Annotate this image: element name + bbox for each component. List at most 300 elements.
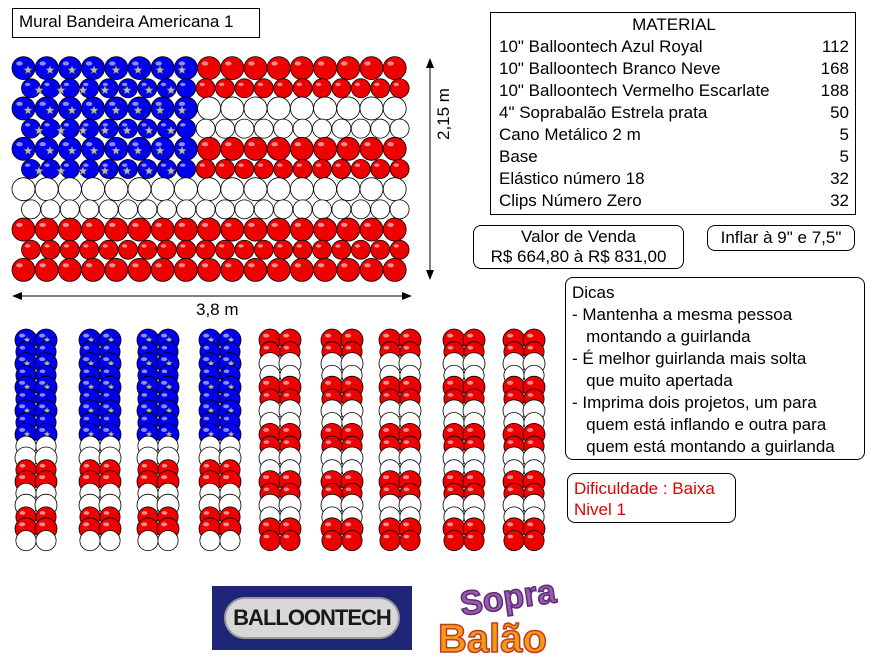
flag-balloon [58,97,81,120]
flag-balloon [337,258,360,281]
balloon-highlight [263,381,269,385]
balloon-highlight [325,428,331,432]
flag-balloon [221,97,244,120]
balloon-highlight [103,428,109,432]
balloon-highlight [297,163,302,166]
flag-balloon [22,119,41,138]
balloon-highlight [468,535,474,539]
balloon-highlight [39,61,45,65]
balloon-highlight [403,381,409,385]
balloon-highlight [318,223,324,227]
flag-balloon [216,240,235,259]
balloon-highlight [103,163,108,166]
flag-balloon [360,178,383,201]
balloon-highlight [19,334,25,338]
balloon-highlight [283,381,289,385]
balloon-highlight [384,440,390,444]
balloon-highlight [203,357,209,361]
balloon-highlight [180,163,185,166]
balloon-highlight [20,417,26,421]
flag-balloon [267,178,290,201]
flag-balloon [383,258,406,281]
balloon-highlight [39,142,45,146]
flag-balloon [58,137,81,160]
flag-balloon [293,119,312,138]
flag-balloon [274,240,293,259]
balloon-highlight [202,142,208,146]
balloon-highlight [141,123,146,126]
balloon-highlight [325,475,331,479]
balloon-highlight [223,522,229,526]
flag-balloon [196,119,215,138]
flag-balloon [390,240,409,259]
flag-balloon [293,200,312,219]
balloon-highlight [141,163,146,166]
flag-balloon [371,240,390,259]
balloon-highlight [16,223,22,227]
balloon-highlight [264,440,270,444]
balloon-highlight [316,83,321,86]
balloon-highlight [203,404,209,408]
flag-balloon [174,97,197,120]
flag-balloon [12,137,35,160]
material-name: Base [499,147,538,166]
flag-balloon [351,79,370,98]
balloon-highlight [179,263,185,267]
balloon-highlight [383,334,389,338]
balloon-highlight [238,163,243,166]
flag-balloon [221,137,244,160]
balloon-highlight [263,428,269,432]
balloon-highlight [284,440,290,444]
flag-balloon [383,178,406,201]
balloon-highlight [162,346,168,350]
balloon-highlight [86,223,92,227]
flag-balloon [174,178,197,201]
flag-balloon [22,160,41,179]
balloon-highlight [468,346,474,350]
balloon-highlight [83,83,88,86]
balloon-highlight [161,123,166,126]
balloon-highlight [141,244,146,247]
balloon-highlight [346,346,352,350]
balloon-highlight [161,428,167,432]
flag-balloon [337,178,360,201]
balloon-highlight [162,370,168,374]
balloon-highlight [40,464,46,468]
balloon-highlight [264,346,270,350]
flag-balloon [35,97,58,120]
material-name: 10" Balloontech Branco Neve [499,59,721,78]
flag-balloon [221,57,244,80]
flag-balloon [351,240,370,259]
flag-balloon [105,218,128,241]
balloon-highlight [508,393,514,397]
flag-balloon [360,137,383,160]
balloon-highlight [103,404,109,408]
balloon-highlight [141,522,147,526]
material-name: 4" Soprabalão Estrela prata [499,103,708,122]
balloon-highlight [155,263,161,267]
balloon-highlight [387,223,393,227]
balloon-highlight [141,334,147,338]
flag-balloon [390,200,409,219]
balloon-highlight [104,346,110,350]
garland-balloon [36,530,56,550]
garland-balloon [280,530,300,550]
balloon-highlight [284,393,290,397]
balloon-highlight [179,142,185,146]
flag-balloon [105,178,128,201]
balloon-highlight [404,488,410,492]
balloon-highlight [84,393,90,397]
balloon-highlight [345,381,351,385]
balloon-highlight [103,381,109,385]
flag-balloon [198,178,221,201]
balloon-highlight [404,346,410,350]
arrow-up-icon [426,58,434,68]
tip-line: quem está montando a guirlanda [572,437,835,456]
balloon-highlight [384,393,390,397]
balloon-highlight [223,334,229,338]
balloon-highlight [284,488,290,492]
balloon-highlight [224,393,230,397]
balloon-highlight [318,142,324,146]
balloon-highlight [271,263,277,267]
flag-balloon [332,79,351,98]
balloon-highlight [86,263,92,267]
balloon-highlight [141,83,146,86]
balloon-highlight [109,263,115,267]
balloon-highlight [84,511,90,515]
balloon-highlight [219,83,224,86]
balloon-highlight [161,244,166,247]
balloon-highlight [283,475,289,479]
balloon-highlight [39,522,45,526]
flag-balloon [244,97,267,120]
garland-balloon [504,530,524,550]
balloon-highlight [238,244,243,247]
balloon-highlight [448,535,454,539]
balloon-highlight [155,102,161,106]
balloon-highlight [383,381,389,385]
balloon-highlight [263,334,269,338]
flag-balloon [221,218,244,241]
balloon-highlight [263,522,269,526]
flag-balloon [244,57,267,80]
garland-balloon [100,530,120,550]
flag-balloon [235,200,254,219]
flag-balloon [138,240,157,259]
page-title: Mural Bandeira Americana 1 [19,12,234,31]
balloon-highlight [161,163,166,166]
flag-balloon [198,258,221,281]
balloon-highlight [507,381,513,385]
material-qty: 32 [830,191,849,210]
flag-balloon [332,160,351,179]
tips-heading: Dicas [572,283,615,302]
balloon-highlight [447,381,453,385]
balloon-highlight [448,440,454,444]
balloon-highlight [346,488,352,492]
flag-balloon [99,79,118,98]
balloon-highlight [161,522,167,526]
width-dimension-label: 3,8 m [196,300,239,319]
balloon-highlight [83,381,89,385]
balloon-highlight [16,61,22,65]
flag-balloon [290,258,313,281]
flag-balloon [157,200,176,219]
balloon-highlight [346,535,352,539]
flag-balloon [22,240,41,259]
flag-balloon [267,218,290,241]
balloon-highlight [161,83,166,86]
tip-line: montando a guirlanda [572,327,751,346]
difficulty-level: Dificuldade : Baixa [574,479,715,498]
flag-balloon [313,79,332,98]
balloon-highlight [219,163,224,166]
flag-balloon [198,137,221,160]
balloon-highlight [83,123,88,126]
flag-balloon [314,258,337,281]
garland-balloon [200,530,220,550]
balloon-highlight [155,142,161,146]
flag-balloon [371,79,390,98]
balloon-highlight [404,393,410,397]
flag-balloon [337,57,360,80]
balloon-highlight [383,522,389,526]
flag-balloon [105,258,128,281]
balloon-highlight [346,440,352,444]
flag-balloon [35,178,58,201]
balloon-highlight [63,263,69,267]
flag-balloon [138,79,157,98]
balloon-highlight [161,475,167,479]
flag-balloon [80,200,99,219]
balloon-highlight [507,475,513,479]
tip-line: - Mantenha a mesma pessoa [572,305,793,324]
balloon-highlight [204,393,210,397]
material-qty: 5 [839,125,849,144]
balloon-highlight [223,357,229,361]
balloon-highlight [132,263,138,267]
flag-balloon [383,137,406,160]
balloon-highlight [203,475,209,479]
balloon-highlight [341,61,347,65]
balloon-highlight [84,346,90,350]
material-name: 10" Balloontech Vermelho Escarlate [499,81,770,100]
balloon-highlight [403,334,409,338]
flag-balloon [82,178,105,201]
balloon-highlight [224,370,230,374]
balloon-highlight [467,381,473,385]
balloon-highlight [447,428,453,432]
flag-balloon [235,79,254,98]
balloon-highlight [155,61,161,65]
balloon-highlight [264,488,270,492]
balloon-highlight [383,428,389,432]
flag-balloon [12,97,35,120]
balloon-highlight [104,393,110,397]
balloon-highlight [109,142,115,146]
balloon-highlight [527,334,533,338]
balloon-highlight [39,263,45,267]
balloon-highlight [39,334,45,338]
flag-balloon [254,200,273,219]
balloon-highlight [403,428,409,432]
balloon-highlight [468,393,474,397]
balloon-highlight [132,102,138,106]
balloon-highlight [224,511,230,515]
balloon-highlight [277,83,282,86]
balloon-highlight [341,223,347,227]
balloon-highlight [364,263,370,267]
balloon-highlight [448,393,454,397]
balloon-highlight [19,381,25,385]
flag-balloon [128,97,151,120]
flag-balloon [313,160,332,179]
tip-line: quem está inflando e outra para [572,415,827,434]
flag-balloon [314,57,337,80]
balloontech-logo [212,586,412,650]
balloon-highlight [204,417,210,421]
balloon-highlight [225,142,231,146]
flag-balloon [58,178,81,201]
balloon-highlight [528,488,534,492]
flag-balloon [267,97,290,120]
soprabalao-word-1: Sopra [457,572,559,624]
flag-balloon [196,160,215,179]
balloon-highlight [39,223,45,227]
flag-balloon [360,258,383,281]
balloon-highlight [384,488,390,492]
balloon-highlight [284,535,290,539]
balloon-highlight [508,535,514,539]
flag-balloon [196,240,215,259]
balloon-highlight [248,61,254,65]
flag-balloon [157,119,176,138]
material-qty: 5 [839,147,849,166]
balloon-highlight [527,522,533,526]
flag-balloon [290,178,313,201]
flag-balloon [351,200,370,219]
balloon-highlight [404,535,410,539]
balloon-highlight [20,346,26,350]
balloon-highlight [384,535,390,539]
flag-balloon [41,160,60,179]
balloon-highlight [109,102,115,106]
balloon-highlight [84,370,90,374]
balloon-highlight [179,61,185,65]
flag-balloon [128,178,151,201]
material-row [499,102,849,124]
flag-balloon [174,258,197,281]
flag-balloon [198,218,221,241]
flag-balloon [390,79,409,98]
balloon-highlight [122,244,127,247]
balloon-highlight [384,346,390,350]
balloon-highlight [345,428,351,432]
balloon-highlight [142,370,148,374]
flag-balloon [313,200,332,219]
balloon-highlight [64,123,69,126]
balloon-highlight [83,522,89,526]
balloon-highlight [295,142,301,146]
balloon-highlight [103,522,109,526]
balloon-highlight [39,357,45,361]
flag-balloon [254,79,273,98]
balloon-highlight [345,475,351,479]
flag-balloon [151,218,174,241]
flag-balloon [177,200,196,219]
balloon-highlight [122,163,127,166]
flag-balloon [313,119,332,138]
flag-balloon [151,97,174,120]
balloon-highlight [258,163,263,166]
balloon-highlight [44,123,49,126]
balloon-highlight [162,393,168,397]
flag-balloon [314,218,337,241]
balloon-highlight [104,417,110,421]
balloon-highlight [387,142,393,146]
flag-balloon [383,218,406,241]
balloon-highlight [142,511,148,515]
balloon-highlight [507,522,513,526]
balloon-highlight [64,163,69,166]
flag-balloon [138,119,157,138]
balloon-highlight [63,61,69,65]
flag-balloon [235,160,254,179]
flag-balloon [254,240,273,259]
balloontech-logo-text: BALLOONTECH [233,605,391,630]
balloon-highlight [109,61,115,65]
balloon-highlight [468,488,474,492]
balloon-highlight [122,83,127,86]
soprabalao-word-2: Balão [438,617,547,660]
balloon-highlight [264,393,270,397]
balloon-highlight [103,123,108,126]
balloon-highlight [104,511,110,515]
inflate-text: Inflar à 9" e 7,5" [720,228,842,247]
balloon-highlight [25,83,30,86]
balloon-highlight [103,244,108,247]
material-row [499,146,849,168]
balloon-highlight [248,263,254,267]
flag-balloon [22,79,41,98]
flag-balloon [360,218,383,241]
flag-balloon [332,200,351,219]
garland-balloon [138,530,158,550]
material-heading: MATERIAL [632,15,716,34]
balloon-highlight [162,464,168,468]
flag-balloon [198,57,221,80]
balloon-highlight [103,334,109,338]
balloon-highlight [345,334,351,338]
balloon-highlight [63,102,69,106]
flag-balloon [383,97,406,120]
balloon-highlight [225,61,231,65]
material-row [499,190,849,212]
balloon-highlight [224,346,230,350]
flag-balloon [332,119,351,138]
flag-balloon [151,258,174,281]
balloon-highlight [447,334,453,338]
balloon-highlight [271,61,277,65]
balloon-highlight [527,428,533,432]
balloon-highlight [122,123,127,126]
balloon-highlight [223,475,229,479]
balloon-highlight [225,223,231,227]
